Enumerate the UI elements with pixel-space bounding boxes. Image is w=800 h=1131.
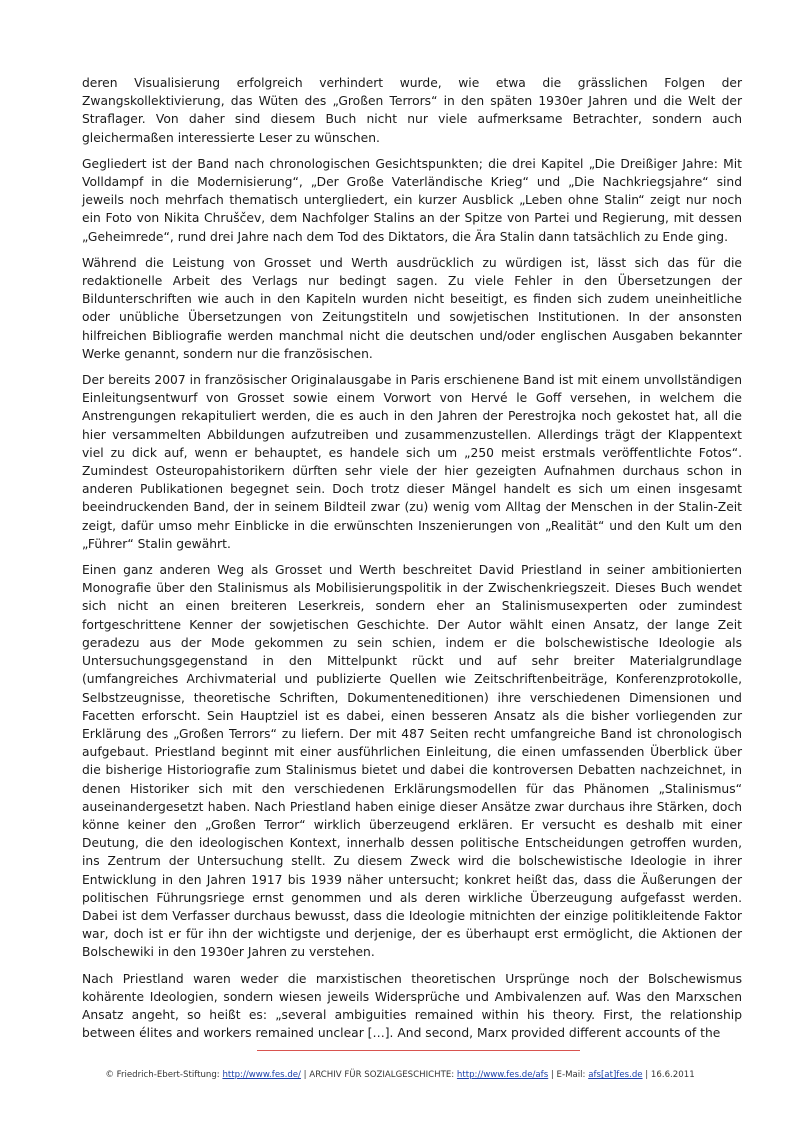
paragraph: Gegliedert ist der Band nach chronologischen Gesichtspunkten; die drei Kapitel „Die Dreißiger Jahre: Mit Volldampf in die Modernisierung“, „Der Große Vaterländische Krieg“ und „Die Nachkriegsjahre“ sind jeweils noch mehrfach thematisch untergliedert, ein kurzer Ausblick „Leben ohne Stalin“ zeigt nur noch ein Foto von Nikita Chruščev, dem Nachfolger Stalins an der Spitze von Partei und Regierung, mit dessen „Geheimrede“, rund drei Jahre nach dem Tod des Diktators, die Ära Stalin dann tatsächlich zu Ende ging.	[82, 156, 742, 244]
footer-email[interactable]: afs[at]fes.de	[588, 1070, 643, 1080]
paragraph: Einen ganz anderen Weg als Grosset und Werth beschreitet David Priestland in seiner ambitionierten Monografie über den Stalinismus als Mobilisierungspolitik in der Zwischenkriegszeit. Dieses Buch wendet sich nicht an einen breiteren Leserkreis, sondern eher an Stalinismusexperten oder zumindest fortgeschrittene Kenner der sowjetischen Geschichte. Der Autor wählt einen Ansatz, der lange Zeit geradezu aus der Mode gekommen zu sein schien, indem er die bolschewistische Ideologie als Untersuchungsgegenstand in den Mittelpunkt rückt und auf sehr breiter Materialgrundlage (umfangreiches Archivmaterial und publizierte Quellen wie Zeitschriftenbeiträge, Konferenzprotokolle, Selbstzeugnisse, theoretische Schriften, Dokumenteneditionen) ihre verschiedenen Dimensionen und Facetten erforscht. Sein Hauptziel ist es dabei, einen besseren Ansatz als die bisher vorliegenden zur Erklärung des „Großen Terrors“ zu liefern. Der mit 487 Seiten recht umfangreiche Band ist chronologisch aufgebaut. Priestland beginnt mit einer ausführlichen Einleitung, die einen umfassenden Überblick über die bisherige Historiografie zum Stalinismus bietet und dabei die kontroversen Debatten nachzeichnet, in denen Historiker sich mit den verschiedenen Erklärungsmodellen für das Phänomen „Stalinismus“ auseinandergesetzt haben. Nach Priestland haben einige dieser Ansätze zwar durchaus ihre Stärken, doch könne keiner den „Großen Terror“ wirklich überzeugend erklären. Er versucht es deshalb mit einer Deutung, die den ideologischen Kontext, innerhalb dessen politische Entscheidungen getroffen wurden, ins Zentrum der Untersuchung stellt. Zu diesem Zweck wird die bolschewistische Ideologie in ihrer Entwicklung in den Jahren 1917 bis 1939 näher untersucht; konkret heißt das, dass die Äußerungen der politischen Führungsriege ernst genommen und als deren wirkliche Überzeugung aufgefasst werden. Dabei ist dem Verfasser durchaus bewusst, dass die Ideologie mitnichten der einzige politikleitende Faktor war, doch ist er für ihn der wichtigste und derjenige, der es überhaupt erst ermöglicht, die Aktionen der Bolschewiki in den 1930er Jahren zu verstehen.	[82, 563, 742, 960]
footer-divider	[257, 1050, 580, 1051]
footer-email-label: | E-Mail:	[548, 1070, 589, 1080]
document-body	[82, 74, 742, 1050]
page-footer	[0, 1070, 800, 1080]
footer-link-fes[interactable]: http://www.fes.de/	[222, 1070, 301, 1080]
footer-date: | 16.6.2011	[642, 1070, 695, 1080]
paragraph: Nach Priestland waren weder die marxistischen theoretischen Ursprünge noch der Bolschewismus kohärente Ideologien, sondern wiesen jeweils Widersprüche und Ambivalenzen auf. Was den Marxschen Ansatz angeht, so heißt es: „several ambiguities remained within his theory. First, the relationship between élites and workers remained unclear […]. And second, Marx provided different accounts of the	[82, 971, 742, 1041]
footer-archive-label: | ARCHIV FÜR SOZIALGESCHICHTE:	[300, 1070, 457, 1080]
paragraph: deren Visualisierung erfolgreich verhindert wurde, wie etwa die grässlichen Folgen der Zwangskollektivierung, das Wüten des „Großen Terrors“ in den späten 1930er Jahren und die Welt der Straflager. Von daher sind diesem Buch nicht nur viele aufmerksame Betrachter, sondern auch gleichermaßen interessierte Leser zu wünschen.	[82, 76, 742, 145]
footer-copyright: © Friedrich-Ebert-Stiftung:	[105, 1070, 223, 1080]
paragraph: Während die Leistung von Grosset und Werth ausdrücklich zu würdigen ist, lässt sich das für die redaktionelle Arbeit des Verlags nur bedingt sagen. Zu viele Fehler in den Übersetzungen der Bildunterschriften wie auch in den Kapiteln wurden nicht beseitigt, es finden sich zudem uneinheitliche oder unübliche Übersetzungen von Zeitungstiteln und sowjetischen Institutionen. In der ansonsten hilfreichen Bibliografie werden manchmal nicht die deutschen und/oder englischen Ausgaben bekannter Werke genannt, sondern nur die französischen.	[82, 255, 742, 361]
footer-link-afs[interactable]: http://www.fes.de/afs	[456, 1070, 549, 1080]
paragraph: Der bereits 2007 in französischer Originalausgabe in Paris erschienene Band ist mit einem unvollständigen Einleitungsentwurf von Grosset sowie einem Vorwort von Hervé le Goff versehen, in welchem die Anstrengungen rekapituliert werden, die es auch in den Jahren der Perestrojka noch gekostet hat, all die hier versammelten Abbildungen aufzutreiben und zusammenzustellen. Allerdings trägt der Klappentext viel zu dick auf, wenn er behauptet, es handele sich um „250 meist erstmals veröffentlichte Fotos“. Zumindest Osteuropahistorikern dürften sehr viele der hier gezeigten Aufnahmen durchaus schon in anderen Publikationen begegnet sein. Doch trotz dieser Mängel handelt es sich um einen insgesamt beeindruckenden Band, der in seinem Bildteil zwar (zu) wenig vom Alltag der Menschen in der Stalin-Zeit zeigt, dafür umso mehr Einblicke in die erwünschten Inszenierungen von „Realität“ und den Kult um den „Führer“ Stalin gewährt.	[82, 373, 742, 551]
